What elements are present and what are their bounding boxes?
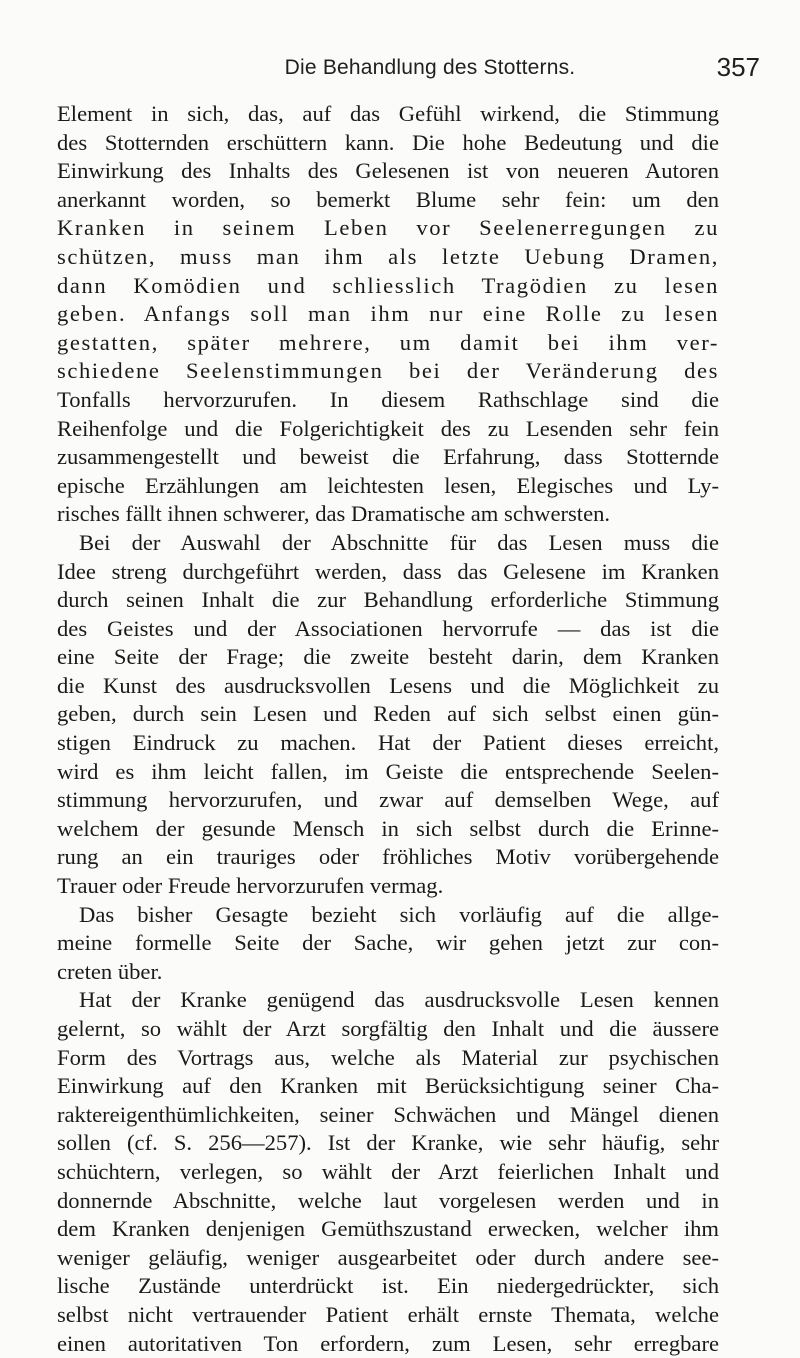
text-line: schüchtern, verlegen, so wählt der Arzt feierlichen Inhalt und [57, 1158, 719, 1184]
text-line: durch seinen Inhalt die zur Behandlung erforderliche Stimmung [57, 587, 719, 613]
text-line: geben. Anfangs soll man ihm nur eine Rolle zu lesen [57, 301, 719, 327]
text-line: creten über. [57, 958, 163, 984]
text-line: stigen Eindruck zu machen. Hat der Patient dieses erreicht, [57, 730, 719, 756]
text-line: donnernde Abschnitte, welche laut vorgelesen werden und in [57, 1187, 719, 1213]
text-line: selbst nicht vertrauender Patient erhält ernste Themata, welche [57, 1301, 719, 1327]
text-line: dann Komödien und schliesslich Tragödien zu lesen [57, 272, 719, 298]
text-line: Tonfalls hervorzurufen. In diesem Rathschlage sind die [57, 386, 719, 412]
text-line: gestatten, später mehrere, um damit bei ihm ver- [57, 329, 719, 355]
text-line: einen autoritativen Ton erfordern, zum Lesen, sehr erregbare [57, 1330, 719, 1356]
text-line: Element in sich, das, auf das Gefühl wirkend, die Stimmung [57, 101, 719, 126]
running-title: Die Behandlung des Stotterns. [284, 56, 576, 79]
text-line: raktereigenthümlichkeiten, seiner Schwächen und Mängel dienen [57, 1101, 719, 1127]
text-line: welchem der gesunde Mensch in sich selbst durch die Erinne- [57, 815, 719, 841]
text-line: schützen, muss man ihm als letzte Uebung Dramen, [57, 243, 719, 269]
text-line: sollen (cf. S. 256—257). Ist der Kranke, wie sehr häufig, sehr [57, 1130, 719, 1156]
text-line: weniger geläufig, weniger ausgearbeitet oder durch andere see- [57, 1244, 719, 1270]
text-line: anerkannt worden, so bemerkt Blume sehr fein: um den [57, 186, 719, 212]
text-line: rung an ein trauriges oder fröhliches Motiv vorübergehende [57, 844, 719, 870]
text-line: risches fällt ihnen schwerer, das Dramatische am schwersten. [57, 501, 611, 527]
text-line: Bei der Auswahl der Abschnitte für das Lesen muss die [79, 529, 719, 555]
page-number: 357 [716, 52, 760, 82]
text-line: des Stotternden erschüttern kann. Die hohe Bedeutung und die [57, 129, 719, 155]
text-line: Einwirkung auf den Kranken mit Berücksichtigung seiner Cha- [57, 1073, 719, 1099]
text-line: Reihenfolge und die Folgerichtigkeit des zu Lesenden sehr fein [57, 415, 719, 441]
text-line: eine Seite der Frage; die zweite besteht darin, dem Kranken [57, 644, 719, 670]
text-line: dem Kranken denjenigen Gemüthszustand erwecken, welcher ihm [57, 1216, 719, 1242]
text-line: Form des Vortrags aus, welche als Material zur psychischen [57, 1044, 719, 1070]
body-text [57, 100, 719, 1358]
text-line: Trauer oder Freude hervorzurufen vermag. [57, 873, 444, 899]
running-head [100, 52, 760, 92]
text-line: Hat der Kranke genügend das ausdrucksvolle Lesen kennen [79, 987, 719, 1013]
text-line: Kranken in seinem Leben vor Seelenerregungen zu [57, 215, 719, 241]
text-line: geben, durch sein Lesen und Reden auf sich selbst einen gün- [57, 701, 719, 727]
text-line: zusammengestellt und beweist die Erfahrung, dass Stotternde [57, 444, 719, 470]
text-line: lische Zustände unterdrückt ist. Ein niedergedrückter, sich [57, 1273, 719, 1299]
text-line: gelernt, so wählt der Arzt sorgfältig den Inhalt und die äussere [57, 1016, 719, 1041]
text-line: die Kunst des ausdrucksvollen Lesens und die Möglichkeit zu [57, 672, 719, 698]
text-line: wird es ihm leicht fallen, im Geiste die entsprechende Seelen- [57, 758, 719, 784]
text-line: Einwirkung des Inhalts des Gelesenen ist von neueren Autoren [57, 158, 719, 184]
text-line: Das bisher Gesagte bezieht sich vorläufig auf die allge- [79, 901, 719, 927]
text-line: stimmung hervorzurufen, und zwar auf demselben Wege, auf [57, 787, 719, 813]
text-line: Idee streng durchgeführt werden, dass das Gelesene im Kranken [57, 558, 719, 584]
text-line: epische Erzählungen am leichtesten lesen, Elegisches und Ly- [57, 472, 719, 498]
text-line: schiedene Seelenstimmungen bei der Veränderung des [57, 358, 719, 384]
text-line: des Geistes und der Associationen hervorrufe — das ist die [57, 615, 719, 641]
text-line: meine formelle Seite der Sache, wir gehen jetzt zur con- [57, 930, 719, 956]
